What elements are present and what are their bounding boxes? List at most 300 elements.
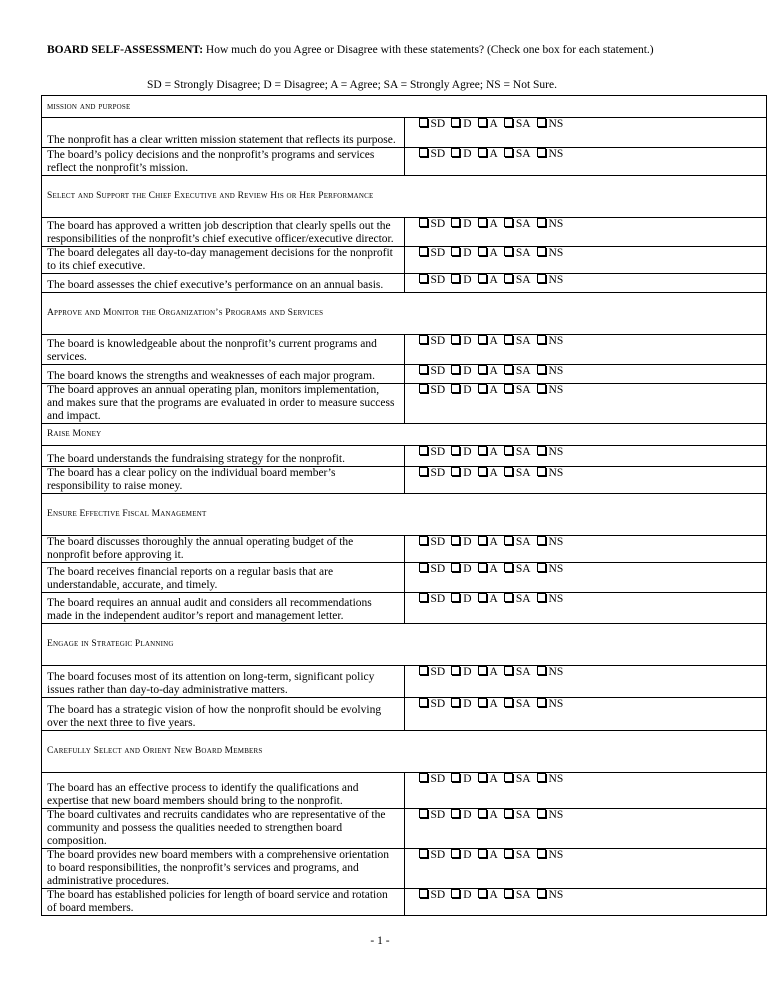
page-title <box>47 44 654 56</box>
rating-option-d[interactable] <box>451 274 471 287</box>
checkbox-icon[interactable] <box>451 274 460 283</box>
checkbox-icon[interactable] <box>451 809 460 818</box>
rating-option-label: D <box>463 148 472 160</box>
rating-option-sa[interactable] <box>504 274 531 287</box>
checkbox-icon[interactable] <box>504 384 513 393</box>
rating-option-label: D <box>463 335 472 347</box>
statement-text: The board requires an annual audit and considers all recommendations made in the independent auditor’s report and management letter. <box>42 593 405 624</box>
checkbox-icon[interactable] <box>451 666 460 675</box>
checkbox-icon[interactable] <box>419 274 428 283</box>
rating-option-sa[interactable] <box>504 148 531 161</box>
checkbox-icon[interactable] <box>419 148 428 157</box>
rating-option-sd[interactable] <box>419 247 446 260</box>
rating-option-ns[interactable] <box>537 809 564 822</box>
rating-options <box>404 536 767 563</box>
checkbox-icon[interactable] <box>419 889 428 898</box>
rating-option-a[interactable] <box>478 467 498 480</box>
checkbox-icon[interactable] <box>478 666 487 675</box>
rating-option-ns[interactable] <box>537 218 564 231</box>
statement-row <box>42 247 767 274</box>
checkbox-icon[interactable] <box>537 666 546 675</box>
rating-option-label: SD <box>430 666 446 678</box>
statement-text: The board receives financial reports on a regular basis that are understandable, accurate, and timely. <box>42 563 405 593</box>
rating-option-ns[interactable] <box>537 335 564 348</box>
checkbox-icon[interactable] <box>537 118 546 127</box>
rating-option-sa[interactable] <box>504 365 531 378</box>
rating-option-label: D <box>463 889 472 901</box>
checkbox-icon[interactable] <box>504 118 513 127</box>
statement-row <box>42 118 767 148</box>
checkbox-icon[interactable] <box>451 384 460 393</box>
rating-option-sd[interactable] <box>419 809 446 822</box>
rating-option-label: SD <box>430 384 446 396</box>
rating-option-sd[interactable] <box>419 335 446 348</box>
rating-option-label: SA <box>515 809 531 821</box>
rating-option-a[interactable] <box>478 563 498 576</box>
rating-option-label: SA <box>515 148 531 160</box>
statement-row <box>42 467 767 494</box>
rating-options <box>404 467 767 494</box>
rating-option-sa[interactable] <box>504 218 531 231</box>
rating-option-sa[interactable] <box>504 467 531 480</box>
rating-option-a[interactable] <box>478 446 498 459</box>
rating-option-d[interactable] <box>451 698 471 711</box>
checkbox-icon[interactable] <box>504 593 513 602</box>
rating-option-sa[interactable] <box>504 889 531 902</box>
checkbox-icon[interactable] <box>451 773 460 782</box>
rating-option-a[interactable] <box>478 698 498 711</box>
checkbox-icon[interactable] <box>419 247 428 256</box>
rating-option-sa[interactable] <box>504 118 531 131</box>
rating-option-ns[interactable] <box>537 563 564 576</box>
rating-option-label: A <box>489 809 498 821</box>
rating-option-a[interactable] <box>478 849 498 862</box>
rating-option-d[interactable] <box>451 889 471 902</box>
rating-option-sa[interactable] <box>504 773 531 786</box>
rating-option-label: A <box>489 536 498 548</box>
rating-option-d[interactable] <box>451 335 471 348</box>
rating-option-ns[interactable] <box>537 666 564 679</box>
rating-option-d[interactable] <box>451 384 471 397</box>
rating-option-sd[interactable] <box>419 467 446 480</box>
rating-option-label: SA <box>515 467 531 479</box>
rating-option-label: NS <box>548 773 564 785</box>
checkbox-icon[interactable] <box>504 335 513 344</box>
rating-option-d[interactable] <box>451 467 471 480</box>
checkbox-icon[interactable] <box>419 809 428 818</box>
checkbox-icon[interactable] <box>419 467 428 476</box>
checkbox-icon[interactable] <box>478 593 487 602</box>
rating-option-sd[interactable] <box>419 666 446 679</box>
section-header-row <box>42 293 767 335</box>
rating-option-ns[interactable] <box>537 247 564 260</box>
checkbox-icon[interactable] <box>478 467 487 476</box>
rating-option-label: A <box>489 148 498 160</box>
rating-option-a[interactable] <box>478 247 498 260</box>
rating-option-sd[interactable] <box>419 384 446 397</box>
rating-option-a[interactable] <box>478 218 498 231</box>
checkbox-icon[interactable] <box>504 148 513 157</box>
rating-option-d[interactable] <box>451 118 471 131</box>
checkbox-icon[interactable] <box>419 698 428 707</box>
checkbox-icon[interactable] <box>419 563 428 572</box>
checkbox-icon[interactable] <box>537 148 546 157</box>
title-instructions: How much do you Agree or Disagree with these statements? (Check one box for each statement.) <box>203 44 654 56</box>
checkbox-icon[interactable] <box>451 536 460 545</box>
rating-option-sa[interactable] <box>504 335 531 348</box>
checkbox-icon[interactable] <box>478 536 487 545</box>
statement-row <box>42 809 767 849</box>
rating-option-label: SD <box>430 889 446 901</box>
rating-option-label: SA <box>515 773 531 785</box>
checkbox-icon[interactable] <box>537 335 546 344</box>
checkbox-icon[interactable] <box>504 467 513 476</box>
section-title: Approve and Monitor the Organization’s Programs and Services <box>42 293 767 335</box>
rating-option-sa[interactable] <box>504 698 531 711</box>
rating-option-d[interactable] <box>451 849 471 862</box>
checkbox-icon[interactable] <box>537 365 546 374</box>
rating-option-a[interactable] <box>478 593 498 606</box>
rating-option-sa[interactable] <box>504 593 531 606</box>
rating-option-label: SA <box>515 218 531 230</box>
checkbox-icon[interactable] <box>451 118 460 127</box>
rating-option-label: SD <box>430 118 446 130</box>
checkbox-icon[interactable] <box>537 698 546 707</box>
rating-option-sa[interactable] <box>504 849 531 862</box>
rating-option-label: A <box>489 274 498 286</box>
rating-option-ns[interactable] <box>537 698 564 711</box>
rating-option-label: D <box>463 698 472 710</box>
checkbox-icon[interactable] <box>504 773 513 782</box>
rating-option-sd[interactable] <box>419 536 446 549</box>
assessment-table <box>41 95 767 916</box>
rating-option-ns[interactable] <box>537 536 564 549</box>
rating-option-label: D <box>463 384 472 396</box>
rating-options <box>404 218 767 247</box>
checkbox-icon[interactable] <box>451 593 460 602</box>
checkbox-icon[interactable] <box>478 384 487 393</box>
checkbox-icon[interactable] <box>504 889 513 898</box>
rating-option-a[interactable] <box>478 365 498 378</box>
rating-option-ns[interactable] <box>537 849 564 862</box>
rating-option-label: SD <box>430 446 446 458</box>
checkbox-icon[interactable] <box>504 536 513 545</box>
statement-row <box>42 773 767 809</box>
rating-option-sd[interactable] <box>419 218 446 231</box>
checkbox-icon[interactable] <box>478 773 487 782</box>
rating-option-d[interactable] <box>451 148 471 161</box>
checkbox-icon[interactable] <box>537 849 546 858</box>
section-header-row <box>42 624 767 666</box>
checkbox-icon[interactable] <box>451 148 460 157</box>
rating-option-label: A <box>489 118 498 130</box>
checkbox-icon[interactable] <box>504 247 513 256</box>
checkbox-icon[interactable] <box>419 218 428 227</box>
rating-option-sa[interactable] <box>504 446 531 459</box>
rating-option-label: SA <box>515 274 531 286</box>
rating-option-label: NS <box>548 335 564 347</box>
rating-options <box>404 247 767 274</box>
statement-text: The board cultivates and recruits candidates who are representative of the community and possess the qualities needed to strengthen board composition. <box>42 809 405 849</box>
checkbox-icon[interactable] <box>451 446 460 455</box>
checkbox-icon[interactable] <box>451 849 460 858</box>
rating-option-label: NS <box>548 118 564 130</box>
statement-text: The board’s policy decisions and the nonprofit’s programs and services reflect the nonprofit’s mission. <box>42 148 405 176</box>
rating-option-label: D <box>463 773 472 785</box>
statement-row <box>42 365 767 384</box>
rating-option-ns[interactable] <box>537 365 564 378</box>
rating-options <box>404 118 767 148</box>
page-number: - 1 - <box>370 935 390 947</box>
rating-option-label: A <box>489 666 498 678</box>
section-header-row <box>42 424 767 446</box>
checkbox-icon[interactable] <box>537 218 546 227</box>
rating-option-sa[interactable] <box>504 536 531 549</box>
checkbox-icon[interactable] <box>451 889 460 898</box>
statement-text: The board assesses the chief executive’s performance on an annual basis. <box>42 274 405 293</box>
rating-option-label: SD <box>430 536 446 548</box>
statement-text: The board is knowledgeable about the nonprofit’s current programs and services. <box>42 335 405 365</box>
checkbox-icon[interactable] <box>419 849 428 858</box>
rating-option-ns[interactable] <box>537 773 564 786</box>
checkbox-icon[interactable] <box>451 335 460 344</box>
rating-option-d[interactable] <box>451 593 471 606</box>
statement-row <box>42 335 767 365</box>
checkbox-icon[interactable] <box>451 698 460 707</box>
checkbox-icon[interactable] <box>419 446 428 455</box>
section-header-row <box>42 96 767 118</box>
rating-option-a[interactable] <box>478 889 498 902</box>
checkbox-icon[interactable] <box>451 247 460 256</box>
rating-option-label: A <box>489 218 498 230</box>
rating-option-label: SD <box>430 274 446 286</box>
checkbox-icon[interactable] <box>478 563 487 572</box>
checkbox-icon[interactable] <box>478 365 487 374</box>
rating-options <box>404 666 767 698</box>
rating-option-sd[interactable] <box>419 889 446 902</box>
checkbox-icon[interactable] <box>419 666 428 675</box>
section-title: Select and Support the Chief Executive and Review His or Her Performance <box>42 176 767 218</box>
statement-text: The board knows the strengths and weaknesses of each major program. <box>42 365 405 384</box>
rating-option-sd[interactable] <box>419 148 446 161</box>
rating-option-label: SD <box>430 335 446 347</box>
rating-option-sd[interactable] <box>419 446 446 459</box>
checkbox-icon[interactable] <box>504 365 513 374</box>
section-header-row <box>42 494 767 536</box>
rating-option-label: SD <box>430 809 446 821</box>
rating-option-ns[interactable] <box>537 118 564 131</box>
rating-option-label: SA <box>515 666 531 678</box>
rating-option-label: D <box>463 247 472 259</box>
checkbox-icon[interactable] <box>537 467 546 476</box>
rating-option-a[interactable] <box>478 335 498 348</box>
section-header-row <box>42 731 767 773</box>
rating-option-sd[interactable] <box>419 118 446 131</box>
statement-text: The board has established policies for length of board service and rotation of board members. <box>42 889 405 916</box>
rating-option-label: NS <box>548 593 564 605</box>
checkbox-icon[interactable] <box>504 666 513 675</box>
checkbox-icon[interactable] <box>504 809 513 818</box>
rating-option-d[interactable] <box>451 666 471 679</box>
section-title: Carefully Select and Orient New Board Members <box>42 731 767 773</box>
checkbox-icon[interactable] <box>478 698 487 707</box>
rating-legend: SD = Strongly Disagree; D = Disagree; A = Agree; SA = Strongly Agree; NS = Not Sure. <box>147 79 557 91</box>
checkbox-icon[interactable] <box>537 773 546 782</box>
rating-option-label: D <box>463 849 472 861</box>
checkbox-icon[interactable] <box>504 274 513 283</box>
rating-option-sa[interactable] <box>504 563 531 576</box>
checkbox-icon[interactable] <box>478 335 487 344</box>
checkbox-icon[interactable] <box>419 773 428 782</box>
rating-option-a[interactable] <box>478 536 498 549</box>
rating-options <box>404 446 767 467</box>
checkbox-icon[interactable] <box>537 247 546 256</box>
rating-option-sd[interactable] <box>419 365 446 378</box>
rating-option-label: SD <box>430 467 446 479</box>
checkbox-icon[interactable] <box>504 218 513 227</box>
rating-option-d[interactable] <box>451 563 471 576</box>
rating-option-a[interactable] <box>478 773 498 786</box>
section-title: Raise Money <box>42 424 767 446</box>
rating-option-sd[interactable] <box>419 849 446 862</box>
rating-option-label: D <box>463 536 472 548</box>
rating-option-ns[interactable] <box>537 593 564 606</box>
checkbox-icon[interactable] <box>478 446 487 455</box>
rating-option-label: SA <box>515 698 531 710</box>
section-title: Engage in Strategic Planning <box>42 624 767 666</box>
checkbox-icon[interactable] <box>451 218 460 227</box>
rating-option-label: SD <box>430 247 446 259</box>
rating-option-a[interactable] <box>478 809 498 822</box>
checkbox-icon[interactable] <box>537 384 546 393</box>
checkbox-icon[interactable] <box>451 563 460 572</box>
checkbox-icon[interactable] <box>478 247 487 256</box>
rating-options <box>404 148 767 176</box>
checkbox-icon[interactable] <box>504 698 513 707</box>
rating-option-ns[interactable] <box>537 384 564 397</box>
rating-option-a[interactable] <box>478 148 498 161</box>
rating-option-label: SA <box>515 335 531 347</box>
checkbox-icon[interactable] <box>537 889 546 898</box>
rating-option-sa[interactable] <box>504 384 531 397</box>
checkbox-icon[interactable] <box>419 335 428 344</box>
rating-option-ns[interactable] <box>537 148 564 161</box>
rating-option-sa[interactable] <box>504 247 531 260</box>
statement-text: The board has approved a written job description that clearly spells out the responsibilities of the nonprofit’s chief executive officer/executive director. <box>42 218 405 247</box>
rating-option-label: SD <box>430 593 446 605</box>
checkbox-icon[interactable] <box>419 384 428 393</box>
rating-option-label: NS <box>548 467 564 479</box>
rating-option-sa[interactable] <box>504 666 531 679</box>
rating-option-label: A <box>489 563 498 575</box>
checkbox-icon[interactable] <box>478 218 487 227</box>
checkbox-icon[interactable] <box>537 593 546 602</box>
statement-text: The board understands the fundraising strategy for the nonprofit. <box>42 446 405 467</box>
rating-option-label: A <box>489 384 498 396</box>
rating-option-label: A <box>489 335 498 347</box>
rating-options <box>404 274 767 293</box>
rating-option-label: SD <box>430 148 446 160</box>
checkbox-icon[interactable] <box>451 467 460 476</box>
checkbox-icon[interactable] <box>478 118 487 127</box>
rating-option-ns[interactable] <box>537 274 564 287</box>
checkbox-icon[interactable] <box>478 849 487 858</box>
statement-row <box>42 563 767 593</box>
rating-option-sd[interactable] <box>419 563 446 576</box>
checkbox-icon[interactable] <box>504 849 513 858</box>
rating-option-d[interactable] <box>451 247 471 260</box>
rating-option-d[interactable] <box>451 536 471 549</box>
statement-row <box>42 889 767 916</box>
rating-option-d[interactable] <box>451 809 471 822</box>
checkbox-icon[interactable] <box>537 446 546 455</box>
rating-option-sd[interactable] <box>419 593 446 606</box>
rating-option-d[interactable] <box>451 365 471 378</box>
statement-text: The board provides new board members with a comprehensive orientation to board responsibilities, the nonprofit’s services and programs, and administrative procedures. <box>42 849 405 889</box>
rating-option-label: A <box>489 698 498 710</box>
checkbox-icon[interactable] <box>504 563 513 572</box>
checkbox-icon[interactable] <box>419 118 428 127</box>
statement-text: The board has a clear policy on the individual board member’s responsibility to raise money. <box>42 467 405 494</box>
statement-text: The board approves an annual operating plan, monitors implementation, and makes sure that the programs are evaluated in order to measure success and impact. <box>42 384 405 424</box>
rating-option-label: SA <box>515 247 531 259</box>
checkbox-icon[interactable] <box>537 274 546 283</box>
rating-options <box>404 773 767 809</box>
rating-option-d[interactable] <box>451 218 471 231</box>
checkbox-icon[interactable] <box>478 274 487 283</box>
rating-option-label: D <box>463 666 472 678</box>
checkbox-icon[interactable] <box>504 446 513 455</box>
rating-option-label: NS <box>548 536 564 548</box>
checkbox-icon[interactable] <box>478 889 487 898</box>
rating-option-label: D <box>463 446 472 458</box>
rating-option-d[interactable] <box>451 773 471 786</box>
rating-option-a[interactable] <box>478 274 498 287</box>
statement-text: The board focuses most of its attention on long-term, significant policy issues rather than day-to-day administrative matters. <box>42 666 405 698</box>
checkbox-icon[interactable] <box>478 148 487 157</box>
rating-option-d[interactable] <box>451 446 471 459</box>
rating-option-ns[interactable] <box>537 889 564 902</box>
rating-options <box>404 698 767 731</box>
rating-option-sa[interactable] <box>504 809 531 822</box>
rating-option-a[interactable] <box>478 384 498 397</box>
rating-option-label: A <box>489 365 498 377</box>
rating-options <box>404 384 767 424</box>
rating-option-label: D <box>463 809 472 821</box>
checkbox-icon[interactable] <box>419 593 428 602</box>
rating-option-label: NS <box>548 218 564 230</box>
checkbox-icon[interactable] <box>537 536 546 545</box>
rating-options <box>404 563 767 593</box>
rating-option-a[interactable] <box>478 118 498 131</box>
statement-row <box>42 849 767 889</box>
rating-option-ns[interactable] <box>537 446 564 459</box>
rating-option-sd[interactable] <box>419 698 446 711</box>
checkbox-icon[interactable] <box>478 809 487 818</box>
rating-option-ns[interactable] <box>537 467 564 480</box>
rating-option-label: NS <box>548 809 564 821</box>
checkbox-icon[interactable] <box>419 365 428 374</box>
checkbox-icon[interactable] <box>451 365 460 374</box>
section-header-row <box>42 176 767 218</box>
rating-option-sd[interactable] <box>419 773 446 786</box>
checkbox-icon[interactable] <box>537 809 546 818</box>
checkbox-icon[interactable] <box>537 563 546 572</box>
rating-option-a[interactable] <box>478 666 498 679</box>
statement-row <box>42 666 767 698</box>
checkbox-icon[interactable] <box>419 536 428 545</box>
rating-option-sd[interactable] <box>419 274 446 287</box>
